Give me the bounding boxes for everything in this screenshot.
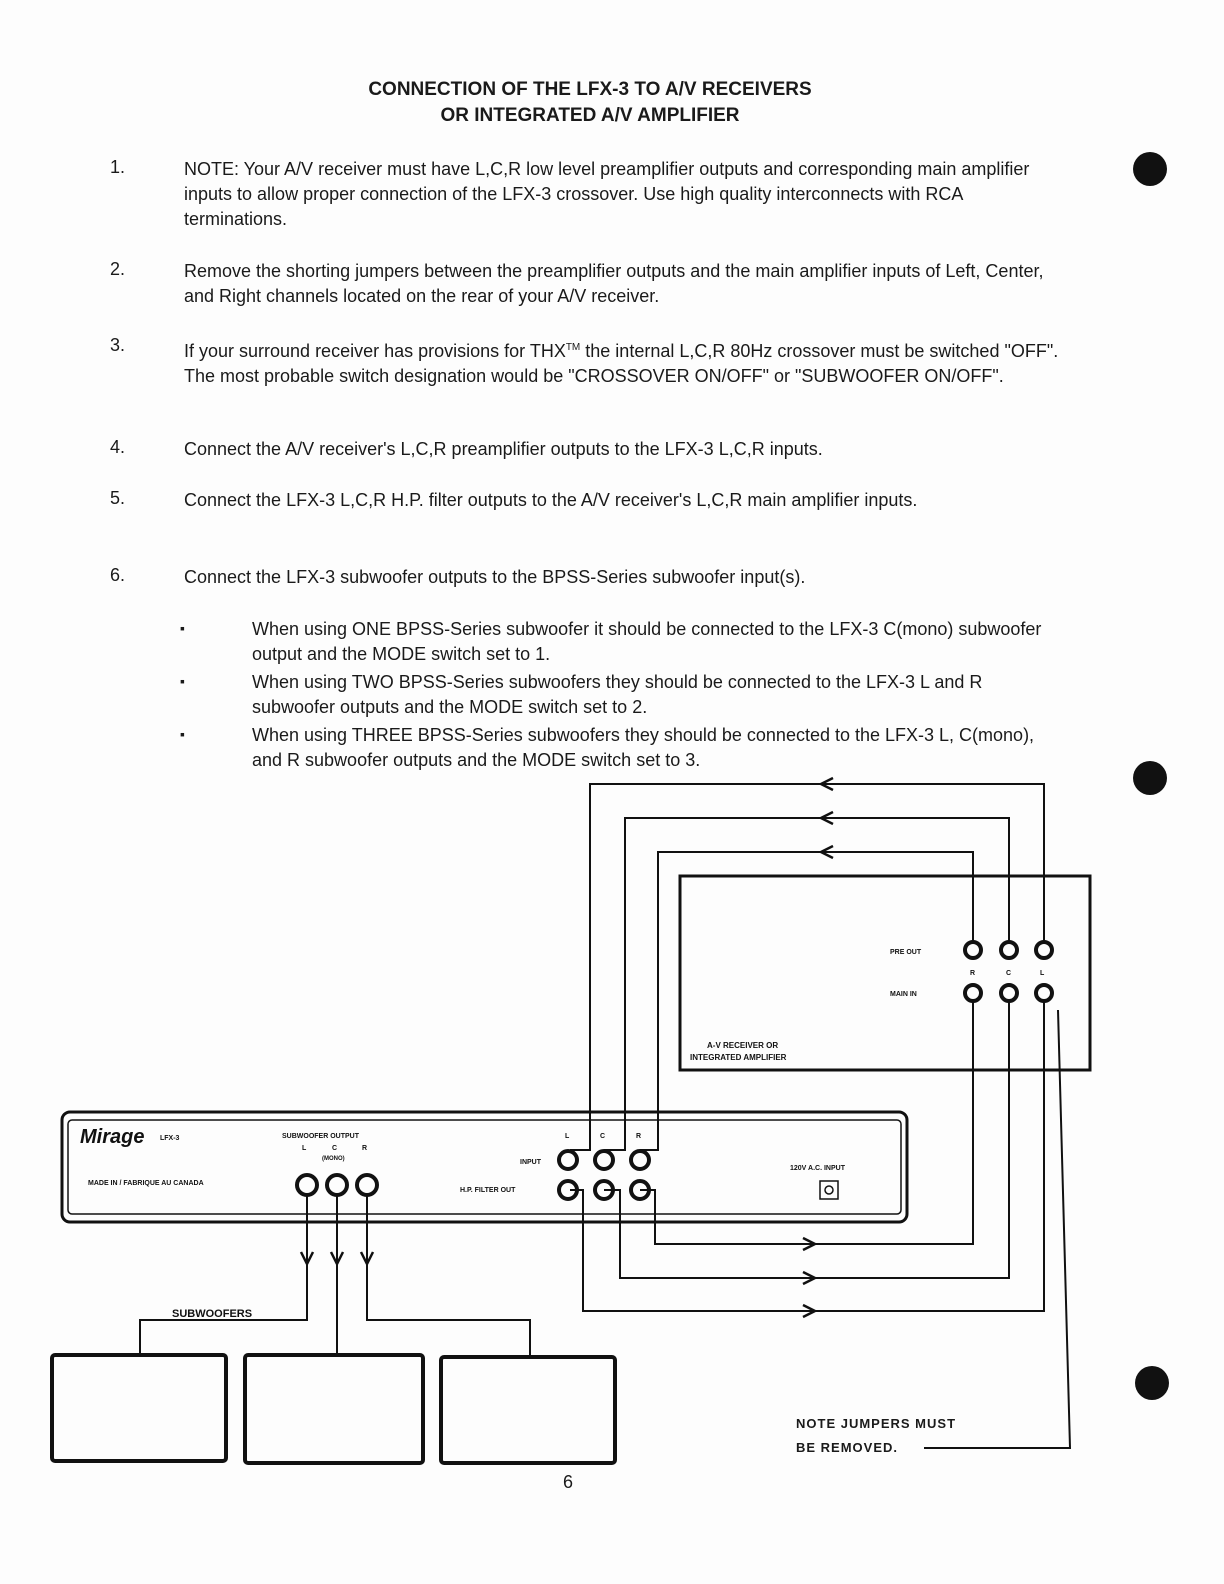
- bullet-text: When using THREE BPSS-Series subwoofers they should be connected to the LFX-3 L, C(mono), and R subwoofer outputs and the MODE switch set to 3.: [252, 725, 1035, 770]
- subwoofer-box-center: [245, 1355, 423, 1463]
- sub-out-mono-label: (MONO): [322, 1156, 345, 1162]
- step-number: 2.: [110, 259, 126, 279]
- input-label: INPUT: [520, 1159, 541, 1166]
- subwoofer-box-right: [441, 1357, 615, 1463]
- receiver-ch-c: C: [1006, 970, 1012, 977]
- lfx3-chassis-inner: [68, 1120, 901, 1214]
- step-text-part: the internal L,C,R 80Hz crossover must be switched "OFF". The most probable switch designation would be "CROSSOVER ON/OFF" or "SUBWOOFER ON/OFF".: [184, 341, 1059, 386]
- step-number: 3.: [110, 335, 126, 355]
- ac-input-socket-pin: [825, 1186, 833, 1194]
- lfx3-model: LFX-3: [160, 1135, 180, 1142]
- lfx3-chassis-outer: [62, 1112, 907, 1222]
- step-number: 5.: [110, 488, 126, 508]
- sub-out-r-label: R: [362, 1145, 368, 1152]
- input-r-jack: [631, 1151, 649, 1169]
- step-number: 6.: [110, 565, 126, 585]
- step-number: 4.: [110, 437, 126, 457]
- step-number: 1.: [110, 157, 126, 177]
- input-c-jack: [595, 1151, 613, 1169]
- hp-filter-out-label: H.P. FILTER OUT: [460, 1187, 516, 1194]
- input-ch-c-label: C: [600, 1133, 606, 1140]
- page-title-line2: OR INTEGRATED A/V AMPLIFIER: [440, 105, 740, 126]
- receiver-ch-r: R: [970, 970, 976, 977]
- subwoofer-output-label: SUBWOOFER OUTPUT: [282, 1133, 359, 1140]
- bullet-mark: ▪: [180, 726, 185, 742]
- step-text: Connect the LFX-3 subwoofer outputs to the BPSS-Series subwoofer input(s).: [184, 567, 806, 587]
- jumper-note-line2: BE REMOVED.: [796, 1440, 899, 1455]
- step-text: Connect the LFX-3 L,C,R H.P. filter outputs to the A/V receiver's L,C,R main amplifier inputs.: [184, 490, 918, 510]
- pre-out-label: PRE OUT: [890, 949, 922, 956]
- sub-out-c-jack: [327, 1175, 347, 1195]
- made-in-label: MADE IN / FABRIQUE AU CANADA: [88, 1180, 204, 1187]
- receiver-label-2: INTEGRATED AMPLIFIER: [690, 1053, 787, 1062]
- page-title-line1: CONNECTION OF THE LFX-3 TO A/V RECEIVERS: [368, 79, 812, 100]
- subwoofers-label: SUBWOOFERS: [172, 1308, 253, 1320]
- ac-input-socket: [820, 1181, 838, 1199]
- input-ch-r-label: R: [636, 1133, 642, 1140]
- ac-input-label: 120V A.C. INPUT: [790, 1165, 845, 1172]
- input-l-jack: [559, 1151, 577, 1169]
- sub-out-r-jack: [357, 1175, 377, 1195]
- sub-out-c-label: C: [332, 1145, 338, 1152]
- pre-out-l-jack: [1036, 942, 1052, 958]
- page-number: 6: [563, 1472, 574, 1492]
- main-in-r-jack: [965, 985, 981, 1001]
- trademark-mark: TM: [565, 342, 581, 353]
- step-text: Remove the shorting jumpers between the preamplifier outputs and the main amplifier inputs of Left, Center, and Right channels located on the rear of your A/V receiver.: [184, 261, 1044, 306]
- pre-out-c-jack: [1001, 942, 1017, 958]
- jumper-note-leader: [924, 1010, 1070, 1448]
- input-ch-l-label: L: [565, 1133, 570, 1140]
- wire-pre-out-c: [604, 818, 1012, 1150]
- wire-sub-r-to-box: [367, 1264, 530, 1357]
- main-in-label: MAIN IN: [890, 991, 917, 998]
- receiver-ch-l: L: [1040, 970, 1045, 977]
- bullet-mark: ▪: [180, 620, 185, 636]
- bullet-mark: ▪: [180, 673, 185, 689]
- sub-out-l-jack: [297, 1175, 317, 1195]
- sub-out-l-label: L: [302, 1145, 307, 1152]
- receiver-label-1: A-V RECEIVER OR: [707, 1041, 779, 1050]
- jumper-note-line1: NOTE JUMPERS MUST: [796, 1416, 957, 1431]
- bullet-text: When using TWO BPSS-Series subwoofers they should be connected to the LFX-3 L and R subwoofer outputs and the MODE switch set to 2.: [252, 672, 983, 717]
- step-text-part: If your surround receiver has provisions for THX: [184, 341, 566, 361]
- mirage-logo: Mirage: [80, 1126, 145, 1148]
- main-in-c-jack: [1001, 985, 1017, 1001]
- bullet-text: When using ONE BPSS-Series subwoofer it should be connected to the LFX-3 C(mono) subwoofer output and the MODE switch set to 1.: [252, 619, 1042, 664]
- subwoofer-box-left: [52, 1355, 226, 1461]
- wire-hp-out-r: [640, 1001, 973, 1244]
- pre-out-r-jack: [965, 942, 981, 958]
- step-text: NOTE: Your A/V receiver must have L,C,R low level preamplifier outputs and corresponding main amplifier inputs to allow proper connection of the LFX-3 crossover. Use high quality interconnects with RCA terminations.: [184, 159, 1030, 229]
- step-text: Connect the A/V receiver's L,C,R preamplifier outputs to the LFX-3 L,C,R inputs.: [184, 439, 823, 459]
- main-in-l-jack: [1036, 985, 1052, 1001]
- wire-pre-out-r: [640, 852, 976, 1150]
- wire-hp-out-c: [604, 1001, 1009, 1278]
